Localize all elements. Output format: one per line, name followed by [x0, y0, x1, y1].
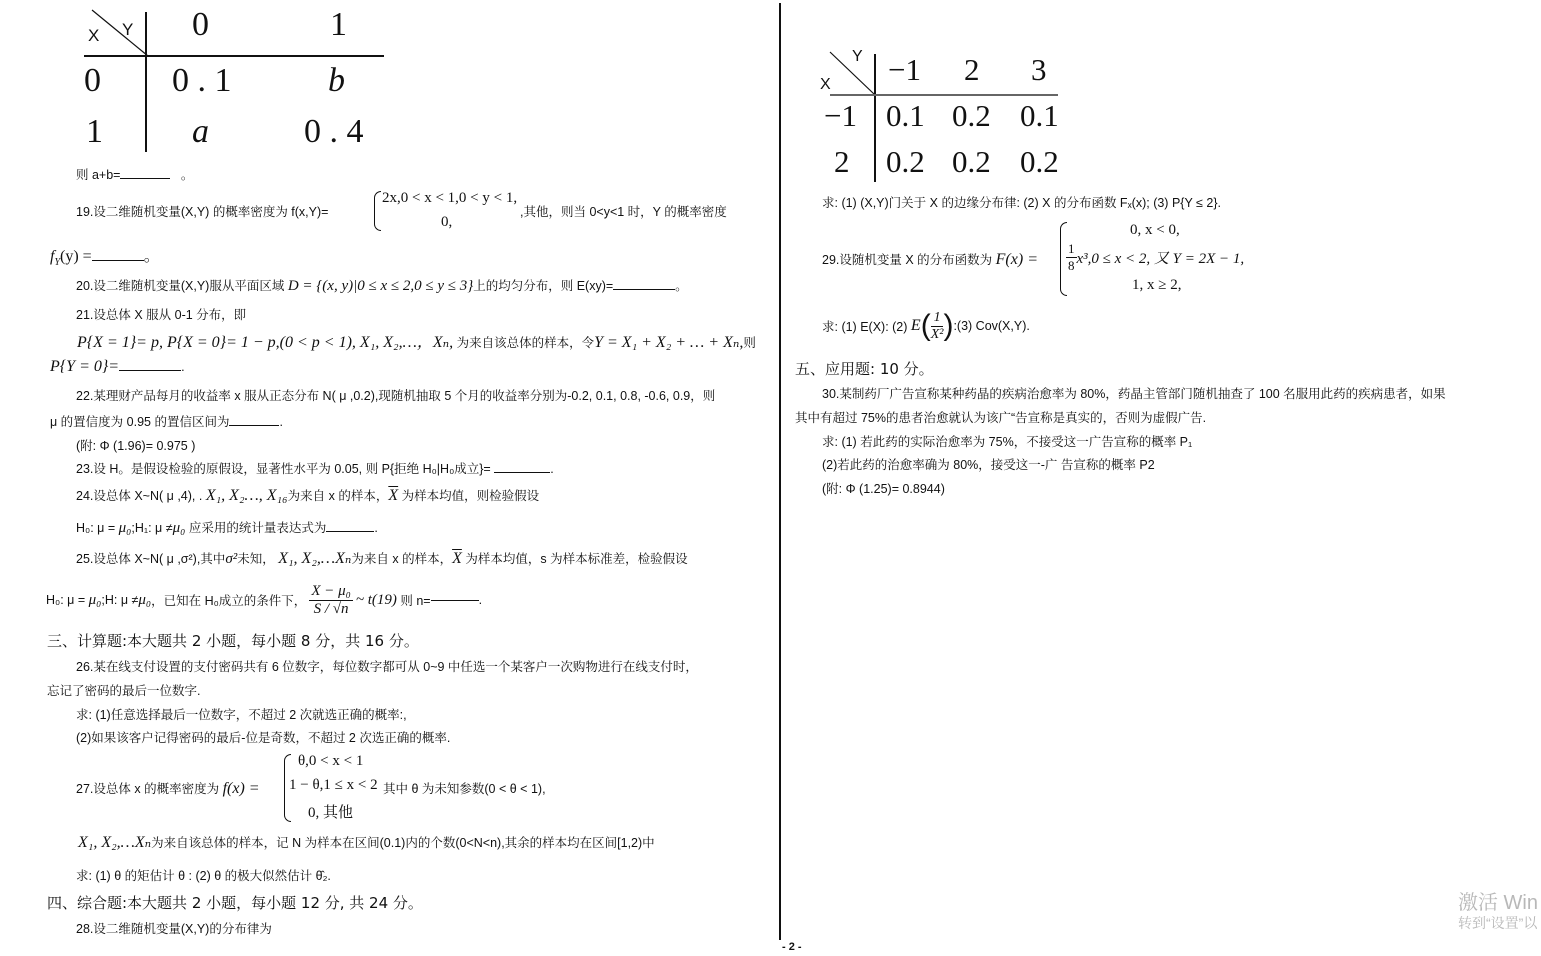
q25-line2: H₀: μ = μ₀ ;H: μ ≠ μ₀ ，已知在 H₀成立的条件下， $\frac{\text{X − μ₀}}{S / √n}$ ~ t(19) 则 n= . [46, 582, 483, 617]
section-3-title: 三、计算题:本大题共 2 小题，每小题 8 分，共 16 分。 [47, 632, 419, 650]
joint-distribution-table-1 [84, 8, 384, 156]
q29-case3: 1, x ≥ 2, [1132, 277, 1182, 293]
column-variable-label: Y [122, 20, 134, 39]
col-header: 0 [192, 6, 209, 43]
q21-line3: P{Y = 0}= . [50, 358, 185, 375]
answer-blank [229, 425, 279, 426]
table-horizontal-rule [84, 55, 384, 57]
table-cell: 0 . 4 [304, 113, 364, 150]
table-horizontal-rule [830, 94, 1058, 96]
q26-line2: 忘记了密码的最后一位数字. [47, 684, 201, 698]
page-number: - 2 - [782, 941, 802, 953]
answer-blank [92, 260, 144, 261]
test-statistic-fraction: $\frac{\text{X − μ₀}}{S / √n}$ [311, 582, 351, 617]
q26-sub2: (2)如果该客户记得密码的最后-位是奇数，不超过 2 次选正确的概率. [76, 731, 451, 745]
q27-case1: θ,0 < x < 1 [298, 753, 364, 769]
paren-right: ) [943, 309, 954, 342]
q24-line1: 24.设总体 X~N( μ ,4), . X₁, X₂…, X₁₆为来自 x 的样本，$\overline{X}$ 为样本均值，则检验假设 [76, 487, 540, 504]
column-variable-label: Y [852, 48, 863, 65]
q27-case3: 0, 其他 [308, 805, 354, 821]
q29-case2: $\frac{1}{8}$ x³,0 ≤ x < 2, 又 Y = 2X − 1, [1068, 241, 1245, 273]
q25-line1: 25.设总体 X~N( μ ,σ²),其中σ²未知， X₁, X₂,…Xₙ为来自 x 的样本，$\overline{X}$ 为样本均值，s 为样本标准差，检验假设 [76, 550, 688, 567]
q30-sub1: 求: (1) 若此药的实际治愈率为 75%，不接受这一广告宣称的概率 P₁ [822, 435, 1193, 449]
answer-blank [613, 289, 675, 290]
q19-case1: 2x,0 < x < 1,0 < y < 1, [382, 190, 518, 206]
q30-sub2: (2)若此药的治愈率确为 80%，接受这一-广 告宣称的概率 P2 [822, 458, 1155, 472]
answer-blank [494, 472, 550, 473]
q30-line1: 30.某制药厂广告宣称某种药晶的疾病治愈率为 80%，药晶主管部门随机抽查了 100 名服用此药的疾病患者，如果 [822, 387, 1446, 401]
col-header: −1 [888, 52, 921, 87]
q19-suffix: ,其他，则当 0<y<1 时，Y 的概率密度 [520, 205, 727, 219]
q19-case2: 0, [441, 214, 453, 230]
q26-line1: 26.某在线支付设置的支付密码共有 6 位数字，每位数字都可从 0~9 中任选一个某客户一次购物进行在线支付时， [76, 660, 698, 674]
answer-blank [431, 600, 479, 601]
q29-ask: 求: (1) E(X): (2) E ( $\frac{1}{\text{X²}}$ ) :(3) Cov(X,Y). [822, 309, 1030, 342]
table-cell: 0 . 1 [172, 62, 232, 99]
q29-case1: 0, x < 0, [1130, 222, 1180, 238]
q19-prefix: 19.设二维随机变量(X,Y) 的概率密度为 f(x,Y)= [76, 205, 329, 219]
col-header: 1 [330, 6, 347, 43]
paren-left: ( [920, 309, 931, 342]
q22-line1: 22.某理财产品每月的收益率 x 服从正态分布 N( μ ,0.2),现随机抽取 5 个月的收益率分别为-0.2, 0.1, 0.8, -0.6, 0.9，则 [76, 389, 716, 403]
row-variable-label: X [820, 76, 831, 93]
row-header: −1 [824, 98, 857, 133]
row-header: 1 [86, 113, 103, 150]
activation-watermark-subtitle: 转到“设置”以 [1458, 915, 1538, 931]
piecewise-brace [374, 191, 381, 231]
row-header: 2 [834, 144, 850, 179]
q27-suffix: 其中 θ 为未知参数(0 < θ < 1), [383, 782, 546, 796]
table-vertical-rule [874, 54, 876, 182]
joint-distribution-table-2 [818, 48, 1063, 188]
q29-prefix: 29.设随机变量 X 的分布函数为 F(x) = [822, 251, 1038, 268]
table-cell: 0.2 [952, 98, 991, 133]
q28-text: 28.设二维随机变量(X,Y)的分布律为 [76, 922, 272, 936]
q27-case2: 1 − θ,1 ≤ x < 2 [289, 777, 378, 793]
activation-watermark-title: 激活 Win [1458, 892, 1538, 914]
q27-prefix: 27.设总体 x 的概率密度为 f(x) = [76, 780, 260, 797]
q23: 23.设 H。是假设检验的原假设，显著性水平为 0.05, 则 P{拒绝 H₀|H₀成立}= . [76, 462, 554, 476]
q22-note: (附: Φ (1.96)= 0.975 ) [76, 439, 196, 453]
table-cell: 0.2 [1020, 144, 1059, 179]
table-vertical-rule [145, 12, 147, 152]
table-cell: a [192, 113, 209, 150]
col-header: 3 [1031, 52, 1047, 87]
q26-sub1: 求: (1)任意选择最后一位数字，不超过 2 次就选正确的概率:, [76, 708, 407, 722]
q22-line2: μ 的置信度为 0.95 的置信区间为 . [50, 415, 283, 429]
q30-note: (附: Φ (1.25)= 0.8944) [822, 482, 945, 496]
section-4-title: 四、综合题:本大题共 2 小题，每小题 12 分, 共 24 分。 [47, 894, 423, 912]
q20: 20.设二维随机变量(X,Y)服从平面区域 D = {(x, y)|0 ≤ x ≤ 2,0 ≤ y ≤ 3}上的均匀分布，则 E(xy)= 。 [76, 278, 688, 294]
table-cell: 0.2 [886, 144, 925, 179]
table-cell: 0.1 [1020, 98, 1059, 133]
answer-blank [120, 178, 170, 179]
table-cell: b [328, 62, 345, 99]
answer-blank [119, 370, 181, 371]
row-header: 0 [84, 62, 101, 99]
row-variable-label: X [88, 26, 100, 45]
q21-line2: P{X = 1}= p, P{X = 0}= 1 − p,(0 < p < 1), X₁, X₂,…，Xₙ, 为来自该总体的样本，令Y = X₁ + X₂ + … + Xₙ,则 [77, 334, 756, 351]
column-divider [779, 3, 781, 940]
q27-line3: 求: (1) θ 的矩估计 θ : (2) θ 的极大似然估计 θ̂₂. [76, 869, 331, 883]
table-cell: 0.2 [952, 144, 991, 179]
section-5-title: 五、应用题: 10 分。 [795, 360, 934, 378]
q28-ask: 求: (1) (X,Y)门关于 X 的边缘分布律: (2) X 的分布函数 Fₓ(x); (3) P{Y ≤ 2}. [822, 196, 1221, 210]
q21-line1: 21.设总体 X 服从 0-1 分布，即 [76, 308, 247, 322]
q24-line2: H₀: μ = μ₀;H₁: μ ≠μ₀ 应采用的统计量表达式为 . [76, 520, 378, 536]
col-header: 2 [964, 52, 980, 87]
q27-line2: X₁, X₂,…Xₙ为来自该总体的样本，记 N 为样本在区间(0.1)内的个数(0<N<n),其余的样本均在区间[1,2)中 [78, 834, 655, 851]
q30-line2: 其中有超过 75%的患者治愈就认为该广“告宣称是真实的，否则为虚假广告. [795, 411, 1207, 425]
table-cell: 0.1 [886, 98, 925, 133]
answer-blank [326, 531, 374, 532]
q19-line2: $f_Y(y)$ = 。 [50, 248, 160, 269]
table1-question: 则 a+b= 。 [76, 168, 194, 182]
